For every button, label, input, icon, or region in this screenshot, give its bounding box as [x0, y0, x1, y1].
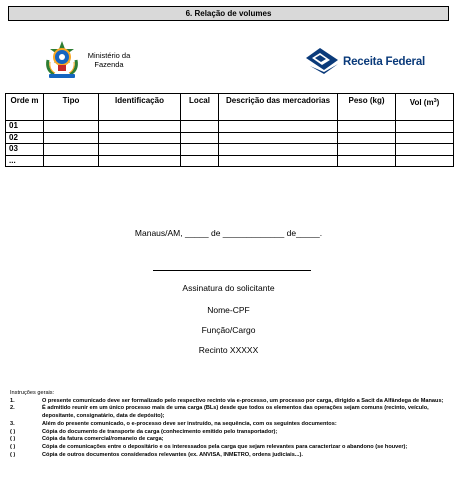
- item-text: Cópia de comunicações entre o depositário e os interessados pela carga que sejam relevantes para caracterizar o abandono (se houver);: [42, 443, 408, 450]
- table-row: [6, 155, 454, 167]
- table-cell[interactable]: [338, 155, 396, 167]
- checkbox-marker[interactable]: ( ): [10, 451, 16, 458]
- col-header-weight: Peso (kg): [338, 94, 396, 121]
- item-number: 2.: [10, 405, 15, 412]
- table-cell[interactable]: [396, 121, 454, 133]
- item-text: Cópia de outros documentos considerados relevantes (ex. ANVISA, INMETRO, ordens judiciais...).: [42, 451, 303, 458]
- table-row: [6, 144, 454, 156]
- table-cell[interactable]: [99, 155, 181, 167]
- instructions-block: [10, 390, 450, 459]
- receita-federal-logo: [304, 46, 424, 78]
- table-cell[interactable]: [338, 121, 396, 133]
- ministry-line-1: Ministério da: [87, 51, 131, 60]
- table-row: [6, 132, 454, 144]
- checklist-item[interactable]: [10, 436, 450, 444]
- brazil-coat-of-arms-icon: [44, 40, 80, 80]
- item-number: 1.: [10, 397, 15, 404]
- table-header-row: [6, 94, 454, 121]
- item-text: É admitido reunir em um único processo mais de uma carga (BLs) desde que todos os elementos das operações sejam comuns (recinto, veículo, depositante, consignatário, data de depósito);: [42, 405, 429, 420]
- col-header-identification: Identificação: [99, 94, 181, 121]
- vol-label: Vol (m: [409, 98, 434, 107]
- list-item: [10, 405, 450, 420]
- receita-federal-mark-icon: [304, 46, 340, 76]
- list-item: [10, 421, 450, 429]
- table-cell[interactable]: [44, 132, 99, 144]
- ministry-name: [82, 51, 136, 69]
- table-cell[interactable]: [338, 132, 396, 144]
- name-cpf-label: Nome-CPF: [207, 305, 250, 315]
- table-cell[interactable]: [219, 144, 338, 156]
- table-cell[interactable]: [181, 155, 219, 167]
- table-cell[interactable]: [338, 144, 396, 156]
- item-text: Cópia da fatura comercial/romaneio de carga;: [42, 436, 164, 443]
- row-number: ...: [6, 155, 44, 167]
- vol-superscript: 3: [433, 98, 437, 104]
- row-number: 01: [6, 121, 44, 133]
- checklist-item[interactable]: [10, 452, 450, 460]
- item-text: Cópia do documento de transporte da carga (conhecimento emitido pelo transportador);: [42, 428, 278, 435]
- checkbox-marker[interactable]: ( ): [10, 428, 16, 435]
- checklist-item[interactable]: [10, 444, 450, 452]
- col-header-description: Descrição das mercadorias: [219, 94, 338, 121]
- checklist-item[interactable]: [10, 429, 450, 437]
- instructions-heading: Instruções gerais:: [10, 390, 55, 396]
- precinct-label: Recinto XXXXX: [198, 345, 259, 355]
- role-label: Função/Cargo: [201, 325, 256, 335]
- receita-federal-name: Receita Federal: [343, 56, 426, 68]
- table-cell[interactable]: [181, 121, 219, 133]
- col-header-location: Local: [181, 94, 219, 121]
- table-cell[interactable]: [396, 132, 454, 144]
- table-cell[interactable]: [99, 144, 181, 156]
- signature-line: [153, 270, 311, 271]
- volumes-table: [5, 93, 454, 167]
- vol-suffix: ): [436, 98, 440, 107]
- checkbox-marker[interactable]: ( ): [10, 436, 16, 443]
- table-cell[interactable]: [44, 155, 99, 167]
- signature-label: Assinatura do solicitante: [182, 283, 275, 293]
- table-cell[interactable]: [99, 132, 181, 144]
- item-number: 3.: [10, 420, 15, 427]
- table-cell[interactable]: [44, 121, 99, 133]
- table-row: [6, 121, 454, 133]
- table-cell[interactable]: [181, 144, 219, 156]
- table-cell[interactable]: [396, 155, 454, 167]
- row-number: 03: [6, 144, 44, 156]
- col-header-type: Tipo: [44, 94, 99, 121]
- row-number: 02: [6, 132, 44, 144]
- table-cell[interactable]: [219, 121, 338, 133]
- table-cell[interactable]: [219, 155, 338, 167]
- section-title: 6. Relação de volumes: [8, 6, 449, 21]
- table-cell[interactable]: [219, 132, 338, 144]
- table-cell[interactable]: [99, 121, 181, 133]
- ministry-line-2: Fazenda: [94, 60, 124, 69]
- item-text: O presente comunicado deve ser formalizado pelo respectivo recinto via e-processo, um processo por carga, dirigido a Sacit da Alfândega de Manaus;: [42, 397, 444, 404]
- item-text: Além do presente comunicado, o e-processo deve ser instruído, na sequência, com os seguintes documentos:: [42, 420, 337, 427]
- checkbox-marker[interactable]: ( ): [10, 443, 16, 450]
- date-line: Manaus/AM, _____ de _____________ de_____.: [134, 228, 323, 238]
- table-cell[interactable]: [181, 132, 219, 144]
- col-header-volume: [396, 94, 454, 121]
- col-header-order: Orde m: [6, 94, 44, 121]
- table-cell[interactable]: [44, 144, 99, 156]
- table-cell[interactable]: [396, 144, 454, 156]
